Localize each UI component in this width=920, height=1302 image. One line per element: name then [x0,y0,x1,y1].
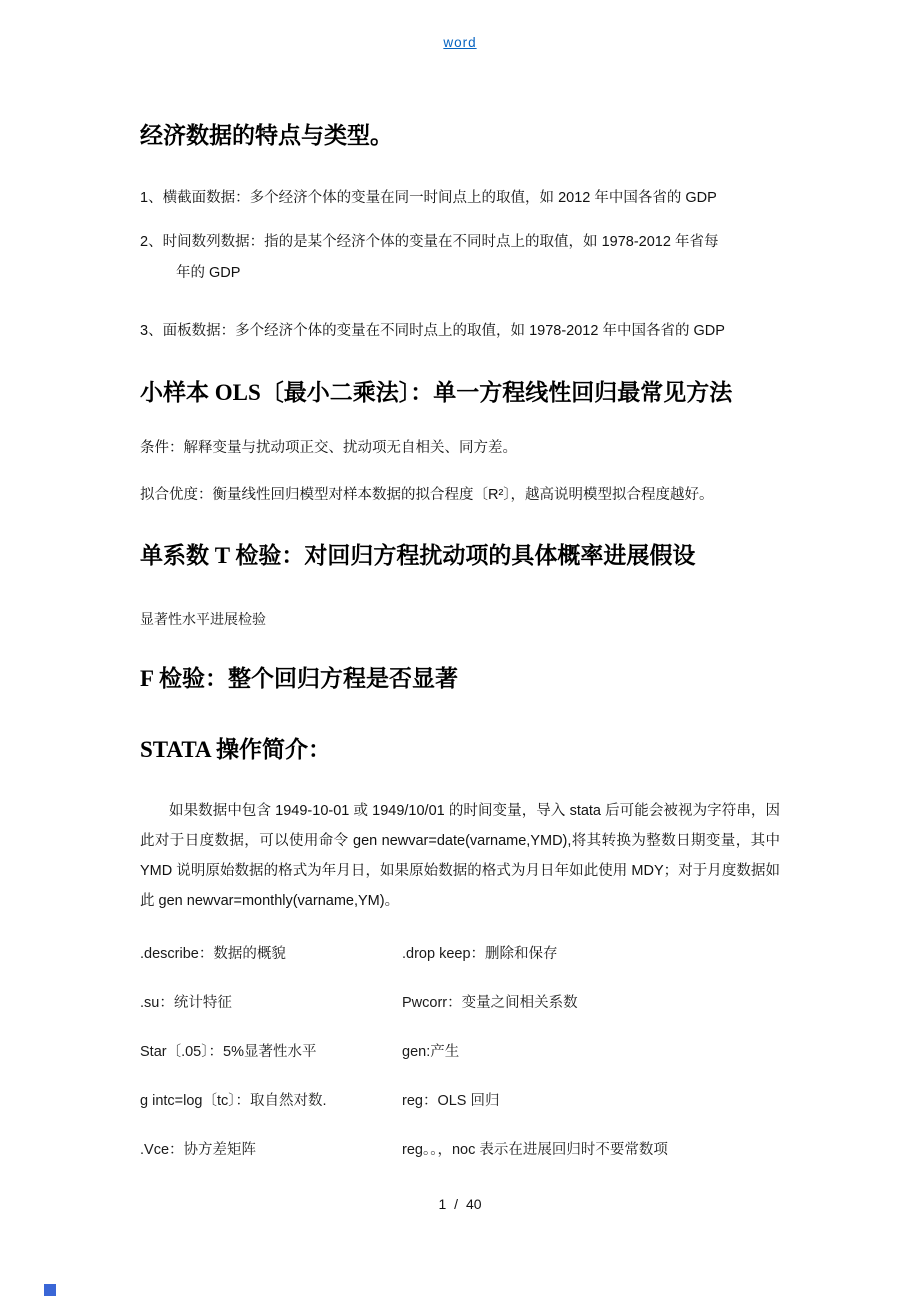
command-row [140,1089,780,1110]
command-vce: .Vce：协方差矩阵 [140,1142,257,1159]
word-header-link[interactable]: word [443,35,477,50]
heading-f-test: F 检验：整个回归方程是否显著 [140,665,458,691]
document-content [0,122,920,1159]
command-reg: reg：OLS 回归 [402,1093,500,1110]
stata-intro-paragraph: 如果数据中包含 1949-10-01 或 1949/10/01 的时间变量，导入 stata 后可能会被视为字符串，因此对于日度数据，可以使用命令 gen newvar=date(varname,YMD),将其转换为整数日期变量，其中 YMD 说明原始数据的格式为年月日，如果原始数据的格式为月日年如此使用 MDY；对于月度数据如此 gen newvar=monthly(varname,YM)。 [140,803,780,910]
command-su: .su：统计特征 [140,995,232,1012]
command-pwcorr: Pwcorr：变量之间相关系数 [402,995,578,1012]
command-reg-noc: reg。。，noc 表示在进展回归时不要常数项 [402,1142,668,1159]
command-drop-keep: .drop keep：删除和保存 [402,946,558,963]
t-test-note: 显著性水平进展检验 [140,611,266,628]
heading-stata-intro: STATA 操作简介： [140,736,332,762]
heading-ols: 小样本 OLS〔最小二乘法〕：单一方程线性回归最常见方法 [140,379,733,405]
command-row [140,991,780,1012]
heading-t-test: 单系数 T 检验：对回归方程扰动项的具体概率进展假设 [140,543,696,569]
ols-conditions: 条件：解释变量与扰动项正交、扰动项无自相关、同方差。 [140,440,517,457]
page-footer [0,1196,920,1212]
list-item-time-series-line1: 2、时间数列数据：指的是某个经济个体的变量在不同时点上的取值，如 1978-2012 年省每 [140,234,719,251]
list-item-panel-data: 3、面板数据：多个经济个体的变量在不同时点上的取值，如 1978-2012 年中国各省的 GDP [140,323,725,340]
page-number: 1 [438,1196,447,1212]
command-row [140,1138,780,1159]
command-row [140,1040,780,1061]
heading-data-types: 经济数据的特点与类型。 [140,123,393,148]
command-describe: .describe：数据的概貌 [140,946,286,963]
document-header [0,0,920,52]
command-row [140,942,780,963]
list-item-time-series-line2: 年的 GDP [176,264,241,281]
command-gen: gen:产生 [402,1044,460,1061]
command-log: g intc=log〔tc〕：取自然对数. [140,1093,327,1110]
ols-goodness-of-fit: 拟合优度：衡量线性回归模型对样本数据的拟合程度〔R²〕，越高说明模型拟合程度越好。 [140,486,714,503]
page-number-separator: / [454,1196,459,1212]
command-star: Star〔.05〕：5%显著性水平 [140,1044,317,1061]
blue-corner-marker-icon [44,1284,56,1296]
stata-command-list [140,942,780,1159]
list-item-cross-section: 1、横截面数据：多个经济个体的变量在同一时间点上的取值，如 2012 年中国各省的 GDP [140,189,717,206]
total-pages: 40 [465,1196,482,1212]
